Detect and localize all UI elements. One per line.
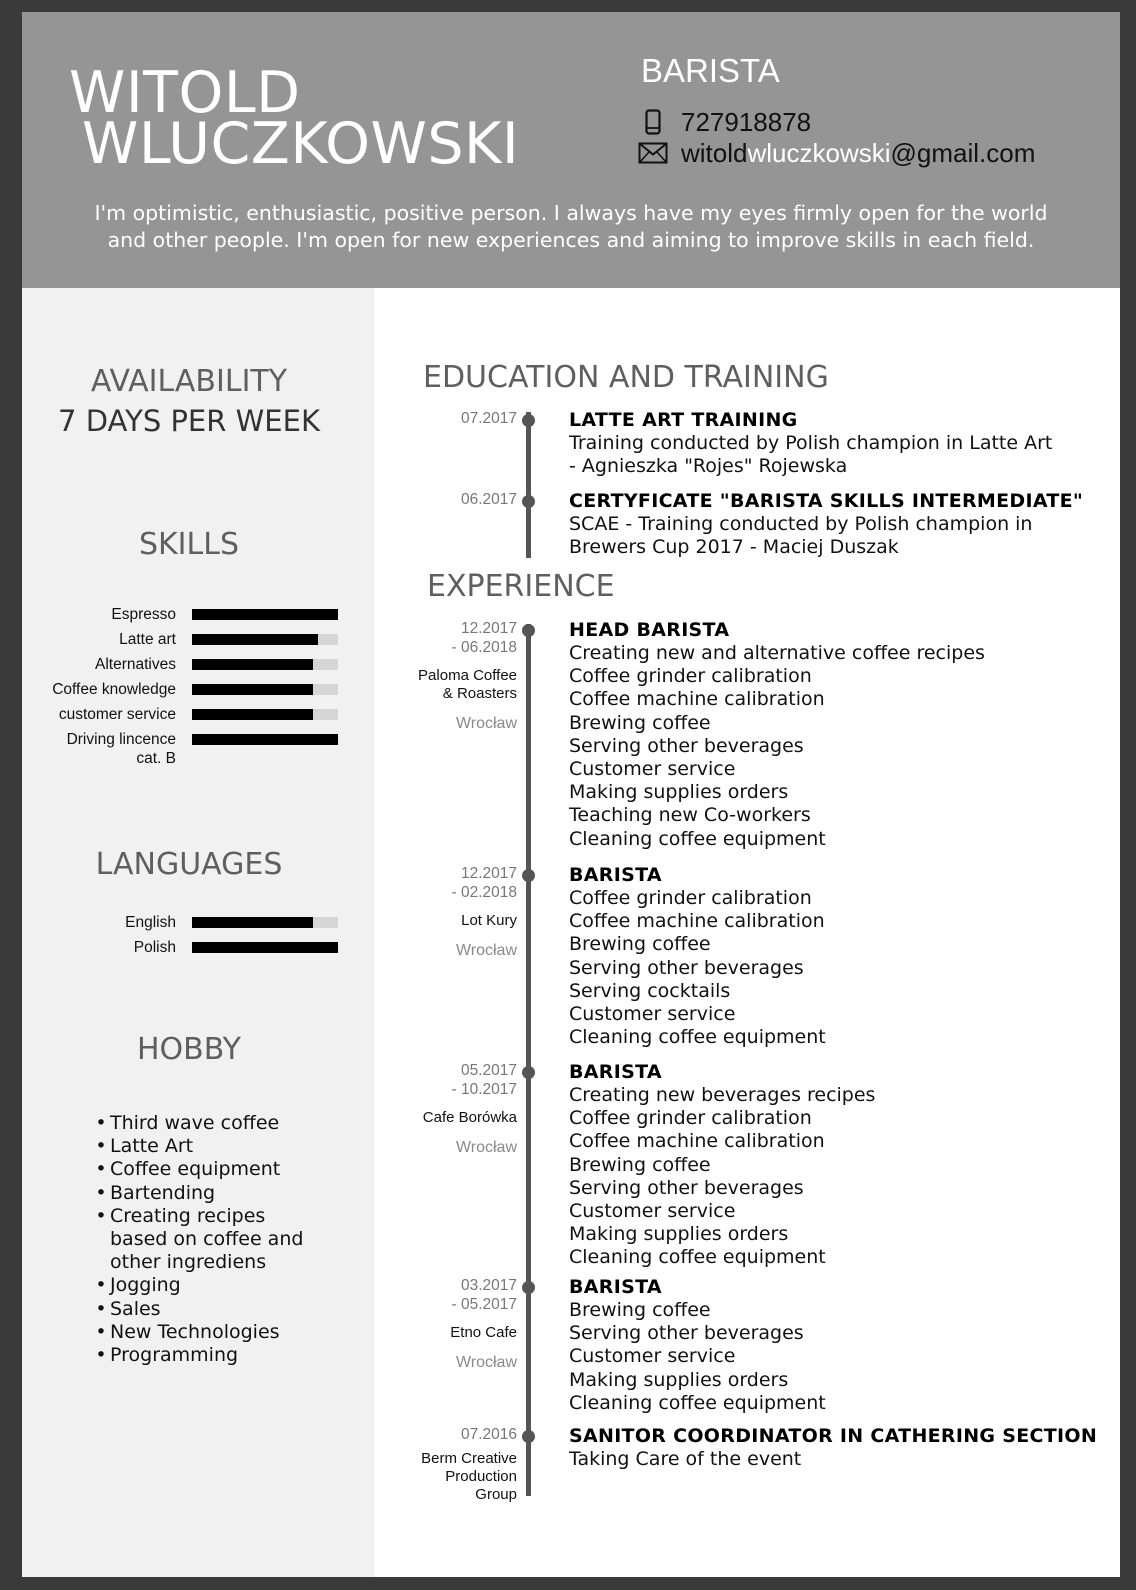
hobby-title: HOBBY — [136, 1032, 242, 1067]
entry-detail: Brewing coffee — [569, 1299, 711, 1321]
timeline-line — [526, 412, 531, 558]
timeline-dot — [522, 624, 535, 637]
profile-summary — [42, 200, 1100, 254]
skill-level-fill — [192, 917, 313, 928]
hobby-text: Coffee equipment — [110, 1158, 281, 1181]
entry-detail: Customer service — [569, 758, 736, 781]
entry-meta — [392, 864, 517, 960]
entry-detail: Teaching new Co-workers — [569, 804, 811, 827]
entry-date: 03.2017 - 05.2017 — [451, 1277, 517, 1313]
hobby-item — [92, 1182, 320, 1205]
entry-date: 07.2017 — [460, 410, 517, 427]
entry-detail: Serving cocktails — [569, 979, 731, 1002]
skill-label: Latte art — [119, 631, 176, 648]
entry-detail: Cleaning coffee equipment — [569, 1391, 826, 1414]
experience-title: EXPERIENCE — [427, 569, 615, 604]
hobby-list — [92, 1112, 320, 1367]
hobby-item — [92, 1298, 320, 1321]
entry-detail: Making supplies orders — [569, 781, 789, 804]
hobby-text: New Technologies — [110, 1320, 280, 1343]
timeline-dot — [522, 1430, 535, 1443]
phone-icon — [637, 109, 669, 135]
entry-company: Cafe Borówka — [422, 1109, 517, 1126]
skill-label: Driving lincence cat. B — [66, 731, 176, 767]
skill-level-bar — [192, 684, 338, 695]
skill-level-fill — [192, 734, 338, 745]
entry-meta — [392, 1276, 517, 1372]
phone-row — [637, 107, 811, 137]
hobby-item — [92, 1321, 320, 1344]
entry-date: 12.2017 - 02.2018 — [451, 865, 517, 901]
entry-body — [569, 408, 1109, 478]
languages-title: LANGUAGES — [95, 847, 283, 882]
entry-meta — [392, 1061, 517, 1157]
summary-line: and other people. I'm open for new experiences and aiming to improve skills in each field. — [107, 228, 1035, 252]
first-name: WITOLD — [69, 60, 301, 126]
entry-company: Etno Cafe — [450, 1324, 517, 1341]
entry-detail: Customer service — [569, 1200, 736, 1223]
hobby-text: Jogging — [110, 1274, 181, 1297]
email-local-1: witold — [681, 137, 748, 168]
skill-level-fill — [192, 659, 313, 670]
entry-detail: Taking Care of the event — [569, 1448, 802, 1470]
timeline-line — [526, 624, 531, 1496]
entry-detail: Brewing coffee — [569, 933, 711, 956]
hobby-text: Programming — [110, 1344, 239, 1367]
hobby-text: Creating recipes based on coffee and other ingrediens — [110, 1204, 304, 1274]
entry-detail: Coffee machine calibration — [569, 910, 825, 933]
entry-title: BARISTA — [569, 864, 662, 886]
entry-detail: Training conducted by Polish champion in Latte Art — [569, 432, 1053, 454]
entry-city: Wrocław — [455, 1139, 517, 1156]
entry-body — [569, 863, 1109, 1049]
entry-company: Paloma Coffee & Roasters — [418, 667, 517, 702]
entry-city: Wrocław — [455, 1354, 517, 1371]
entry-meta — [392, 490, 517, 509]
skill-level-bar — [192, 609, 338, 620]
entry-detail: Customer service — [569, 1003, 736, 1026]
skill-level-fill — [192, 709, 313, 720]
email-domain: @gmail.com — [890, 137, 1036, 168]
entry-detail: Customer service — [569, 1345, 736, 1368]
entry-detail: Making supplies orders — [569, 1368, 789, 1391]
entry-detail: Brewing coffee — [569, 711, 711, 734]
email-local-2: wluczkowski — [747, 137, 891, 168]
phone-number: 727918878 — [681, 106, 812, 137]
entry-detail: Serving other beverages — [569, 1322, 804, 1345]
timeline-dot — [522, 414, 535, 427]
entry-detail: Making supplies orders — [569, 1223, 789, 1246]
entry-detail: Coffee grinder calibration — [569, 1107, 812, 1130]
entry-detail: - Agnieszka "Rojes" Rojewska — [569, 455, 848, 478]
entry-detail: Coffee machine calibration — [569, 688, 825, 711]
skill-label: Alternatives — [95, 656, 176, 673]
entry-company: Lot Kury — [461, 912, 517, 929]
entry-meta — [392, 619, 517, 733]
entry-title: LATTE ART TRAINING — [569, 409, 798, 431]
skill-level-bar — [192, 659, 338, 670]
entry-detail: Brewing coffee — [569, 1153, 711, 1176]
bullet: • — [95, 1181, 107, 1204]
skill-level-bar — [192, 734, 338, 745]
bullet: • — [95, 1274, 107, 1297]
job-title: BARISTA — [641, 52, 780, 89]
entry-body — [569, 1060, 1109, 1270]
entry-city: Wrocław — [455, 715, 517, 732]
entry-detail: Cleaning coffee equipment — [569, 827, 826, 850]
bullet: • — [95, 1297, 107, 1320]
hobby-text: Latte Art — [110, 1135, 194, 1158]
bullet: • — [95, 1158, 107, 1181]
entry-detail: Coffee grinder calibration — [569, 665, 812, 688]
entry-detail: Cleaning coffee equipment — [569, 1246, 826, 1269]
entry-date: 06.2017 — [460, 491, 517, 508]
entry-detail: Brewers Cup 2017 - Maciej Duszak — [569, 536, 899, 559]
entry-body — [569, 618, 1109, 851]
entry-detail: SCAE - Training conducted by Polish champion in — [569, 513, 1033, 535]
timeline-dot — [522, 495, 535, 508]
hobby-text: Bartending — [110, 1181, 216, 1204]
envelope-icon — [637, 142, 669, 164]
entry-detail: Serving other beverages — [569, 734, 804, 757]
bullet: • — [95, 1204, 107, 1227]
entry-detail: Coffee grinder calibration — [569, 887, 812, 909]
skill-level-bar — [192, 634, 338, 645]
skill-label: Espresso — [111, 606, 176, 623]
entry-meta — [392, 1425, 517, 1504]
entry-detail: Cleaning coffee equipment — [569, 1026, 826, 1049]
entry-body — [569, 1275, 1109, 1415]
resume-page — [22, 12, 1120, 1577]
availability-title: AVAILABILITY — [90, 364, 288, 399]
entry-detail: Creating new and alternative coffee recipes — [569, 642, 985, 664]
skill-level-fill — [192, 609, 338, 620]
summary-line: I'm optimistic, enthusiastic, positive person. I always have my eyes firmly open for the world — [94, 201, 1048, 225]
entry-detail: Coffee machine calibration — [569, 1130, 825, 1153]
entry-detail: Serving other beverages — [569, 1176, 804, 1199]
entry-title: SANITOR COORDINATOR IN CATHERING SECTION — [569, 1425, 1098, 1447]
entry-meta — [392, 409, 517, 428]
skill-level-fill — [192, 942, 338, 953]
hobby-text: Third wave coffee — [110, 1112, 280, 1134]
entry-title: BARISTA — [569, 1276, 662, 1298]
timeline-dot — [522, 869, 535, 882]
entry-date: 12.2017 - 06.2018 — [451, 620, 517, 656]
entry-title: CERTYFICATE "BARISTA SKILLS INTERMEDIATE" — [569, 490, 1084, 512]
hobby-item — [92, 1158, 320, 1181]
skill-level-bar — [192, 709, 338, 720]
bullet: • — [95, 1320, 107, 1343]
hobby-item — [92, 1135, 320, 1158]
entry-body — [569, 1424, 1109, 1471]
skill-level-fill — [192, 684, 313, 695]
entry-date: 07.2016 — [460, 1426, 517, 1443]
last-name: WLUCZKOWSKI — [82, 111, 520, 177]
availability-value: 7 DAYS PER WEEK — [58, 404, 320, 438]
skills-title: SKILLS — [138, 527, 240, 562]
entry-body — [569, 489, 1109, 559]
skill-label: Coffee knowledge — [52, 681, 176, 698]
entry-date: 05.2017 - 10.2017 — [451, 1062, 517, 1098]
skill-label: customer service — [58, 706, 176, 723]
skill-label: Polish — [133, 939, 176, 956]
hobby-item — [92, 1205, 320, 1275]
hobby-text: Sales — [110, 1297, 161, 1320]
email-address[interactable] — [681, 138, 1035, 169]
sidebar — [22, 288, 374, 1577]
entry-company: Berm Creative Production Group — [421, 1450, 517, 1503]
entry-title: HEAD BARISTA — [569, 619, 730, 641]
skill-label: English — [125, 914, 176, 931]
hobby-item — [92, 1274, 320, 1297]
skill-level-fill — [192, 634, 318, 645]
hobby-item — [92, 1112, 320, 1135]
entry-city: Wrocław — [455, 942, 517, 959]
entry-detail: Serving other beverages — [569, 956, 804, 979]
email-row — [637, 138, 1035, 168]
hobby-item — [92, 1344, 320, 1367]
skill-level-bar — [192, 917, 338, 928]
timeline-dot — [522, 1281, 535, 1294]
education-title: EDUCATION AND TRAINING — [423, 360, 829, 395]
entry-detail: Creating new beverages recipes — [569, 1084, 876, 1106]
entry-title: BARISTA — [569, 1061, 662, 1083]
resume-header — [22, 12, 1120, 288]
bullet: • — [95, 1112, 107, 1134]
timeline-dot — [522, 1066, 535, 1079]
bullet: • — [95, 1135, 107, 1158]
skill-level-bar — [192, 942, 338, 953]
bullet: • — [95, 1344, 107, 1367]
